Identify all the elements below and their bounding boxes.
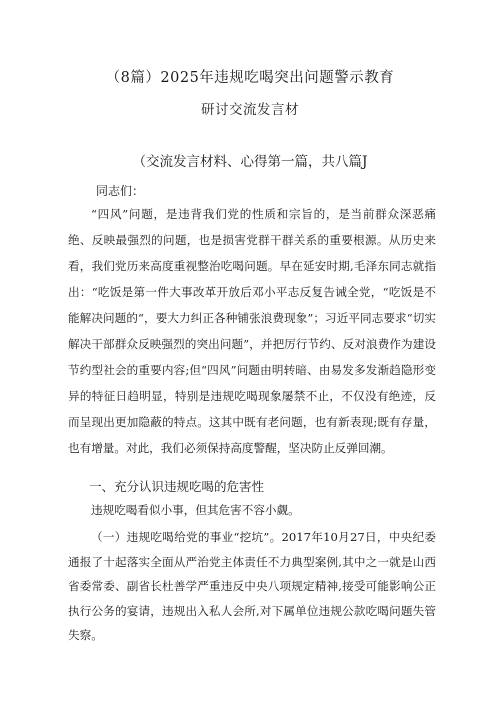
paragraph-section1-item1: （一）违规吃喝给党的事业“挖坑”。2017年10月27日，中央纪委通报了十起落实全面从严治党主体责任不力典型案例,其中之一就是山西省委常委、副省长杜善学严重违反中央八项规定精神,接受可能影响公正执行公务的宴请，违规出入私人会所,对下属单位违规公款吃喝问题失管失察。 [68,530,436,642]
section-heading-1: 一、充分认识违规吃喝的危害性 [89,479,265,494]
document-title-line2: 研讨交流发言材 [201,102,299,118]
greeting: 同志们： [96,184,145,198]
document-title-line1: （8篇）2025年违规吃喝突出问题警示教育 [105,70,395,86]
paragraph-intro: “四风”问题，是违背我们党的性质和宗旨的，是当前群众深恶痛绝、反映最强烈的问题，也是损害党群干群关系的重要根源。从历史来看，我们党历来高度重视整治吃喝问题。早在延安时期,毛泽东同志就指出：“吃饭是第一件大事改革开放后邓小平志反复告诫全党，“吃饭是不能解决问题的“，要大力纠正各种铺张浪费现象”；习近平同志要求“切实解决干部群众反映强烈的突出问题”，并把厉行节约、反对浪费作为建设节约型社会的重要内容;但“四风”问题由明转暗、由易发多发渐趋隐形变异的特征日趋明显，特别是违规吃喝现象屡禁不止，不仅没有绝迹，反而呈现出更加隐蔽的特点。这其中既有老问题，也有新表现;既有存量，也有增量。对此，我们必须保持高度警醒，坚决防止反弹回潮。 [68,207,436,455]
paragraph-section1-lead: 违规吃喝看似小事，但其危害不容小觑。 [91,503,300,517]
document-subnote: （交流发言材料、心得第一篇，共八篇J [132,154,368,170]
